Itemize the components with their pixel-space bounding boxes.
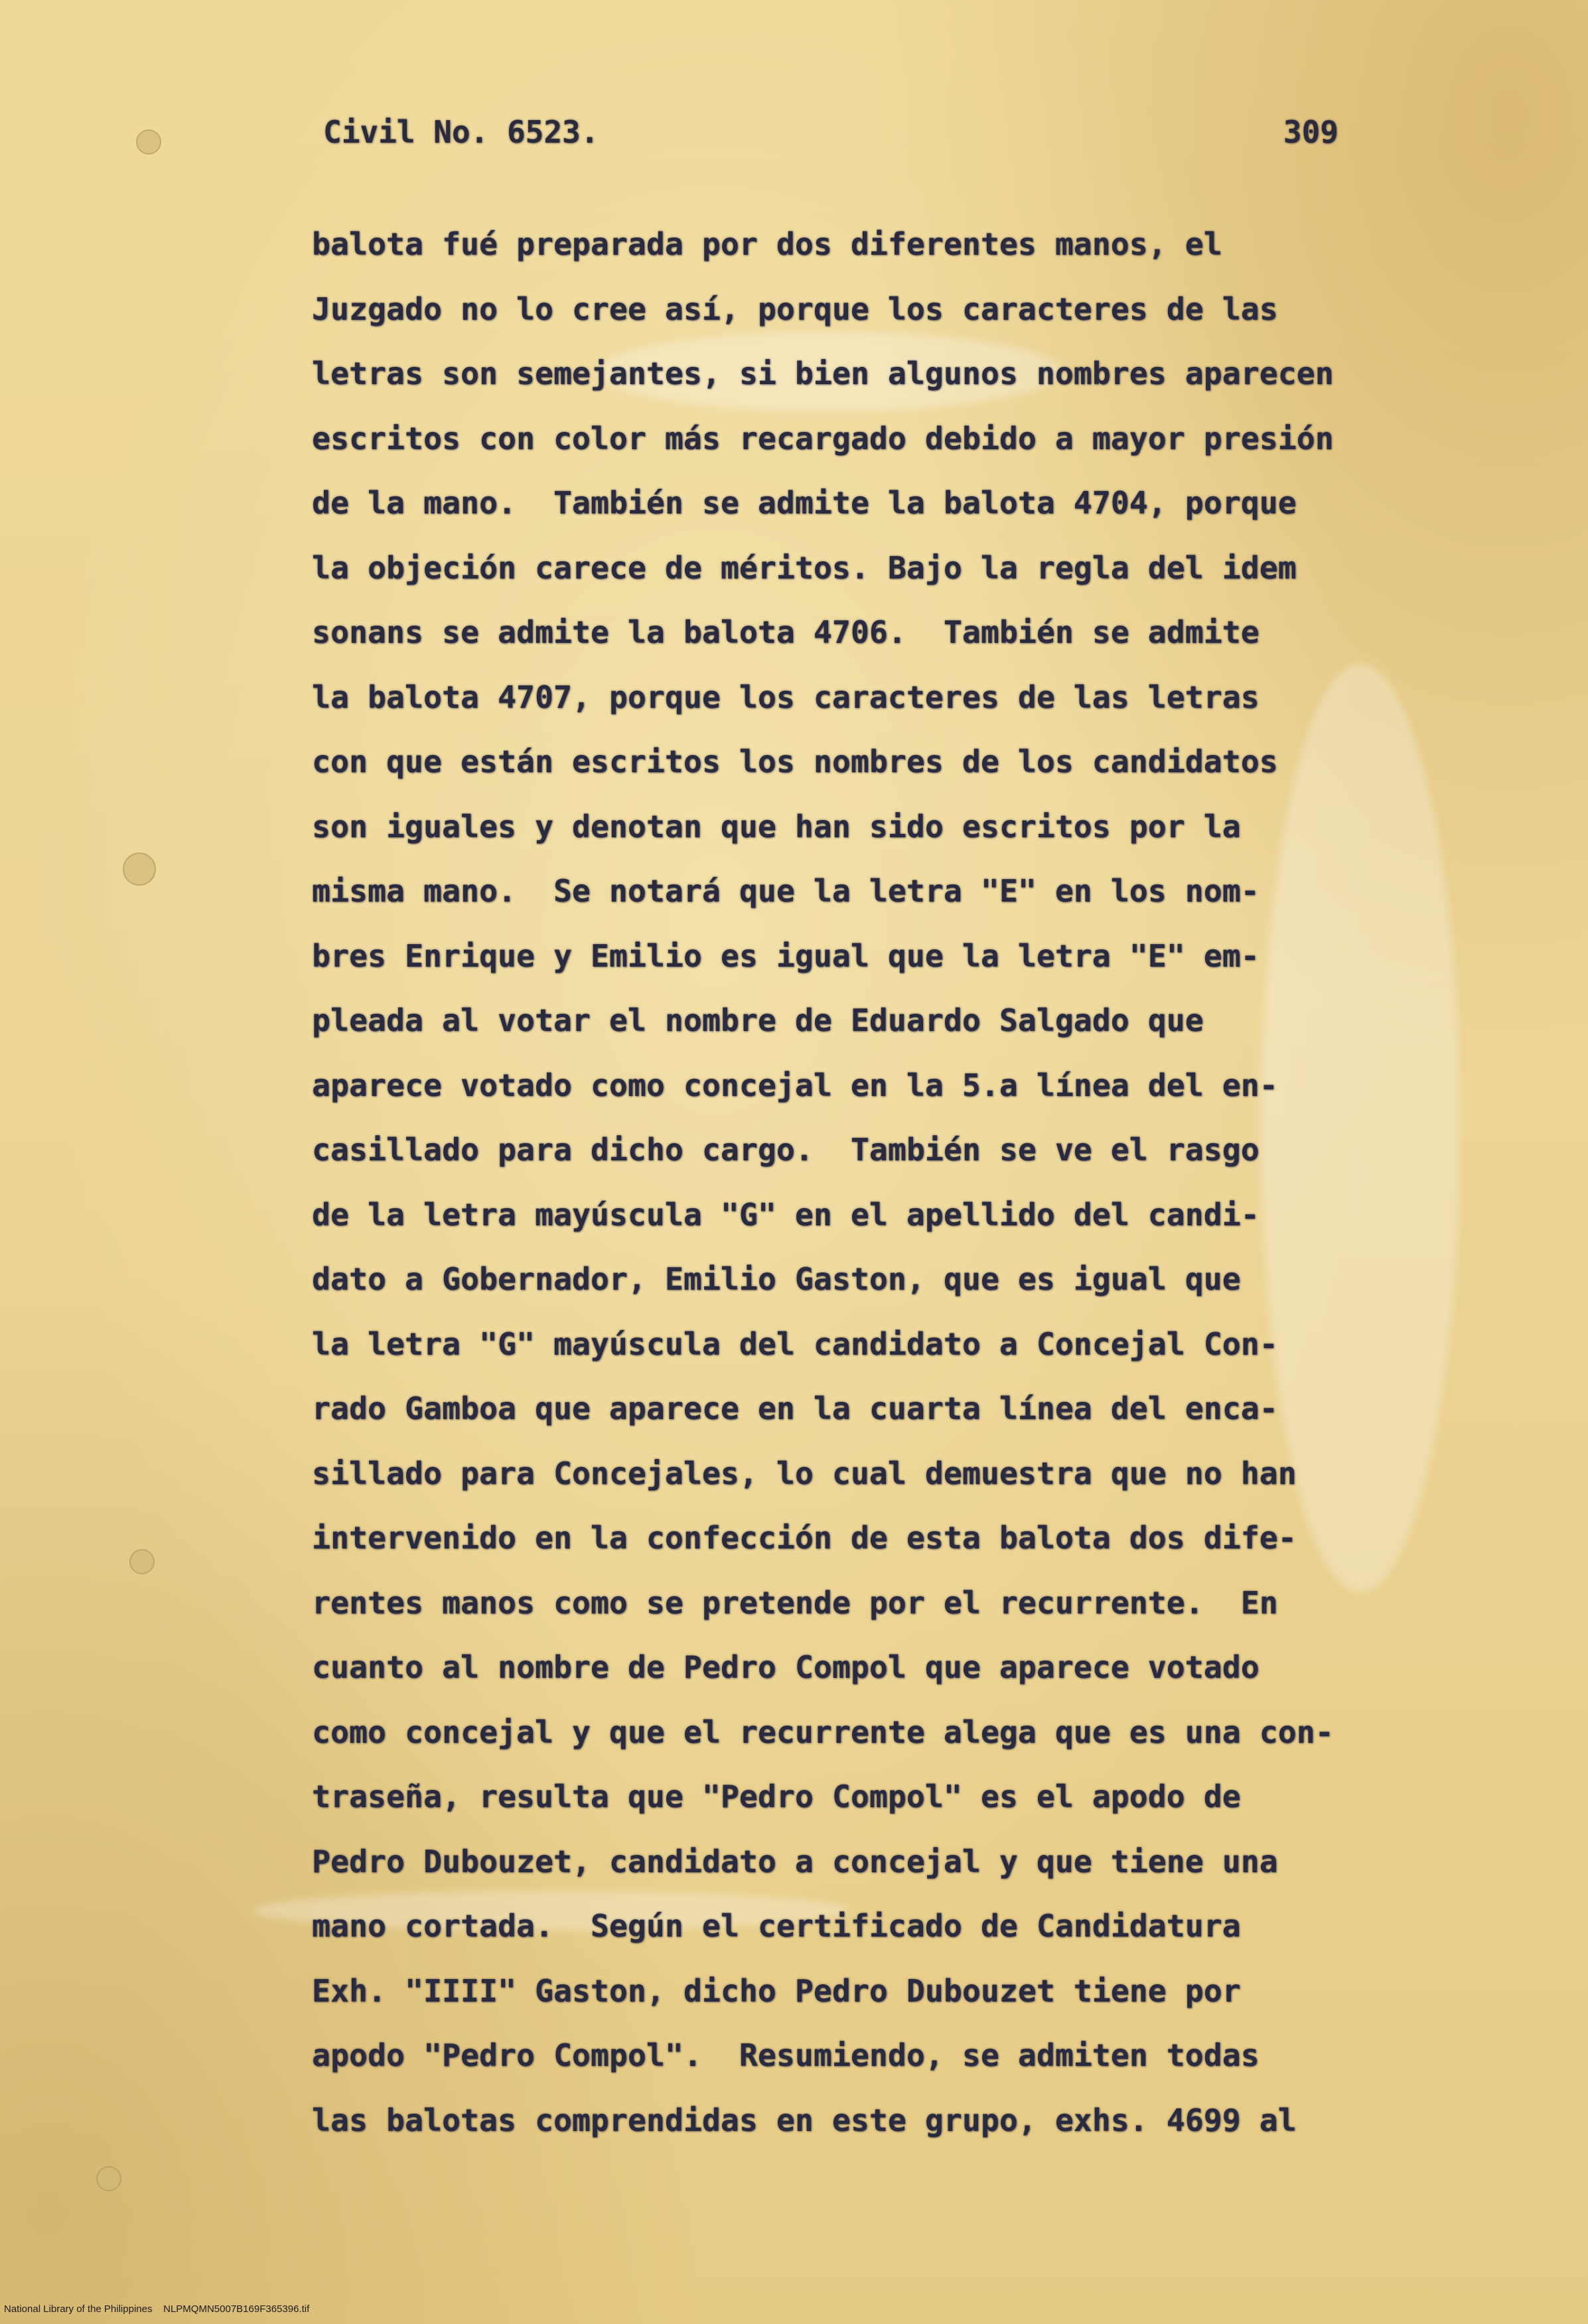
page-number: 309 (1283, 114, 1338, 150)
text-line: Exh. "IIII" Gaston, dicho Pedro Dubouzet tiene por (312, 1972, 1241, 2009)
text-line: apodo "Pedro Compol". Resumiendo, se admiten todas (312, 2037, 1260, 2073)
text-line: mano cortada. Según el certificado de Candidatura (312, 1908, 1241, 1944)
text-line: intervenido en la confección de esta balota dos dife- (312, 1520, 1297, 1556)
text-line: cuanto al nombre de Pedro Compol que aparece votado (312, 1649, 1260, 1685)
text-line: bres Enrique y Emilio es igual que la letra "E" em- (312, 937, 1260, 974)
text-line: misma mano. Se notará que la letra "E" en los nom- (312, 873, 1260, 909)
text-line: traseña, resulta que "Pedro Compol" es el apodo de (312, 1779, 1241, 1814)
text-line: rado Gamboa que aparece en la cuarta línea del enca- (312, 1391, 1278, 1426)
archive-caption: National Library of the Philippines NLPMQMN5007B169F365396.tif (4, 2303, 310, 2315)
text-line: la objeción carece de méritos. Bajo la regla del idem (312, 549, 1297, 586)
punch-hole (96, 2166, 121, 2191)
text-line: casillado para dicho cargo. También se ve el rasgo (312, 1132, 1260, 1168)
text-line: son iguales y denotan que han sido escritos por la (312, 808, 1241, 845)
text-line: Juzgado no lo cree así, porque los caracteres de las (312, 291, 1278, 327)
page-header (323, 114, 1338, 161)
text-line: la balota 4707, porque los caracteres de las letras (312, 679, 1260, 715)
text-line: dato a Gobernador, Emilio Gaston, que es igual que (312, 1261, 1241, 1297)
text-line: letras son semejantes, si bien algunos nombres aparecen (312, 356, 1334, 391)
text-line: balota fué preparada por dos diferentes manos, el (312, 226, 1222, 262)
text-line: con que están escritos los nombres de los candidatos (312, 744, 1278, 780)
text-line: escritos con color más recargado debido a mayor presión (312, 420, 1334, 456)
typed-body-text (312, 212, 1440, 2153)
text-line: pleada al votar el nombre de Eduardo Salgado que (312, 1002, 1204, 1038)
text-line: la letra "G" mayúscula del candidato a Concejal Con- (312, 1326, 1278, 1362)
text-line: sillado para Concejales, lo cual demuestra que no han (312, 1455, 1297, 1491)
text-line: de la mano. También se admite la balota 4704, porque (312, 485, 1297, 521)
text-line: de la letra mayúscula "G" en el apellido del candi- (312, 1196, 1260, 1233)
punch-hole (129, 1549, 155, 1574)
punch-hole (136, 129, 161, 155)
punch-hole (123, 853, 156, 886)
text-line: como concejal y que el recurrente alega que es una con- (312, 1714, 1334, 1750)
text-line: aparece votado como concejal en la 5.a línea del en- (312, 1067, 1278, 1103)
text-line: sonans se admite la balota 4706. También se admite (312, 614, 1260, 650)
text-line: rentes manos como se pretende por el recurrente. En (312, 1584, 1278, 1621)
text-line: Pedro Dubouzet, candidato a concejal y que tiene una (312, 1843, 1278, 1880)
case-number: Civil No. 6523. (323, 114, 599, 150)
text-line: las balotas comprendidas en este grupo, exhs. 4699 al (312, 2102, 1297, 2138)
